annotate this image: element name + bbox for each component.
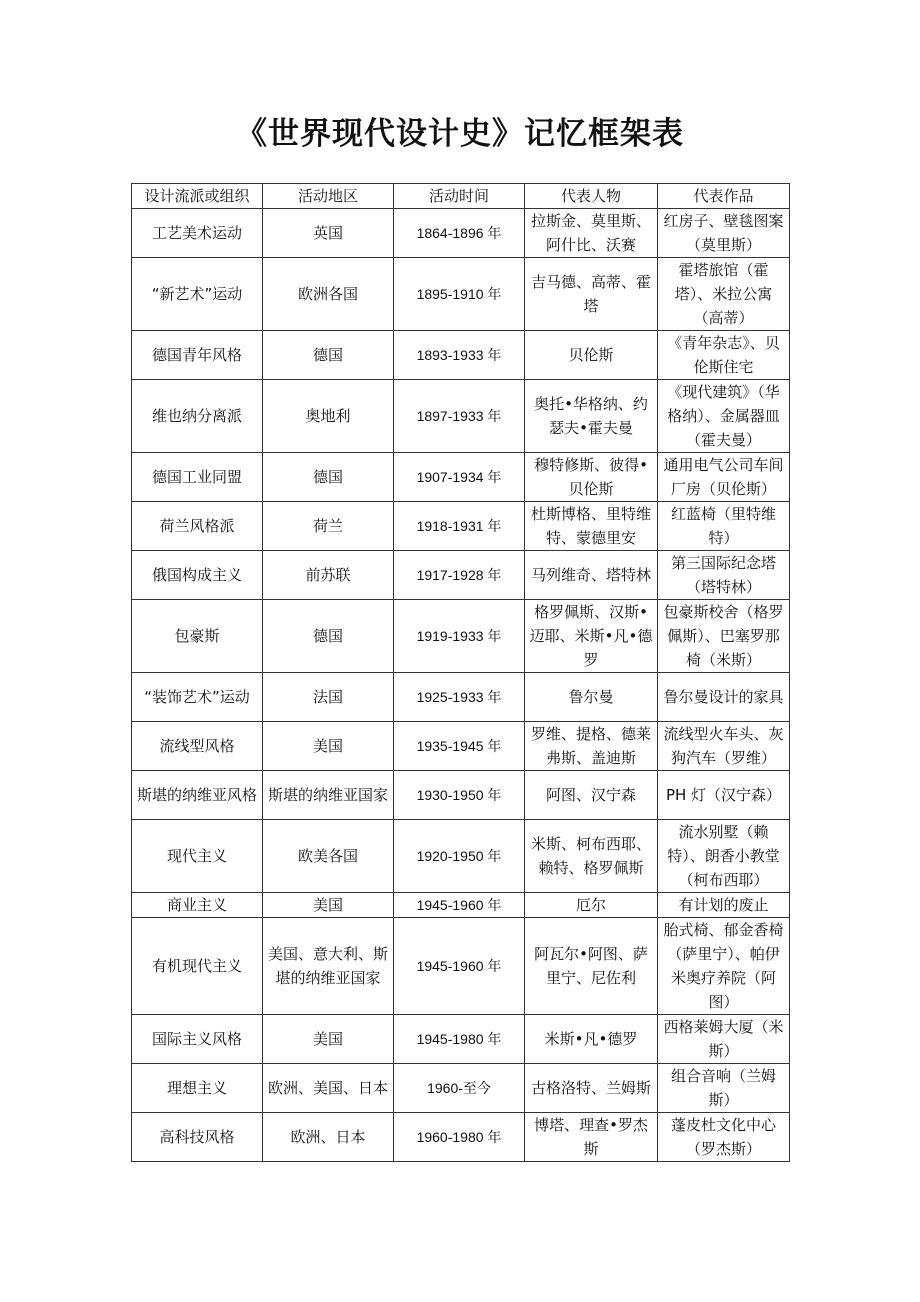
region-cell: 德国: [263, 453, 394, 502]
school-cell: “装饰艺术”运动: [132, 673, 263, 722]
region-cell: 欧洲各国: [263, 258, 394, 331]
table-row: [132, 331, 790, 380]
people-cell: 米斯、柯布西耶、赖特、格罗佩斯: [525, 820, 658, 893]
people-cell: 鲁尔曼: [525, 673, 658, 722]
table-row: [132, 820, 790, 893]
works-cell: 红房子、壁毯图案（莫里斯）: [658, 209, 790, 258]
table-row: [132, 673, 790, 722]
works-cell: 蓬皮杜文化中心（罗杰斯）: [658, 1113, 790, 1162]
school-cell: 理想主义: [132, 1064, 263, 1113]
table-row: [132, 600, 790, 673]
table-row: [132, 918, 790, 1015]
time-cell: 1893-1933 年: [394, 331, 525, 380]
table-row: [132, 1015, 790, 1064]
region-cell: 斯堪的纳维亚国家: [263, 771, 394, 820]
time-cell: 1945-1980 年: [394, 1015, 525, 1064]
school-cell: 包豪斯: [132, 600, 263, 673]
time-cell: 1945-1960 年: [394, 918, 525, 1015]
region-cell: 荷兰: [263, 502, 394, 551]
works-cell: 《现代建筑》（华格纳）、金属器皿（霍夫曼）: [658, 380, 790, 453]
header-works: 代表作品: [658, 184, 790, 209]
header-people: 代表人物: [525, 184, 658, 209]
people-cell: 格罗佩斯、汉斯•迈耶、米斯•凡•德罗: [525, 600, 658, 673]
region-cell: 奥地利: [263, 380, 394, 453]
works-cell: 《青年杂志》、贝伦斯住宅: [658, 331, 790, 380]
people-cell: 贝伦斯: [525, 331, 658, 380]
table-row: [132, 502, 790, 551]
works-cell: 组合音响（兰姆斯）: [658, 1064, 790, 1113]
school-cell: 德国工业同盟: [132, 453, 263, 502]
people-cell: 马列维奇、塔特林: [525, 551, 658, 600]
region-cell: 法国: [263, 673, 394, 722]
table-row: [132, 453, 790, 502]
school-cell: 维也纳分离派: [132, 380, 263, 453]
works-cell: 流线型火车头、灰狗汽车（罗维）: [658, 722, 790, 771]
people-cell: 拉斯金、莫里斯、阿什比、沃赛: [525, 209, 658, 258]
people-cell: 古格洛特、兰姆斯: [525, 1064, 658, 1113]
table-row: [132, 722, 790, 771]
time-cell: 1945-1960 年: [394, 893, 525, 918]
header-row: [132, 184, 790, 209]
people-cell: 博塔、理查•罗杰斯: [525, 1113, 658, 1162]
time-cell: 1895-1910 年: [394, 258, 525, 331]
works-cell: PH 灯（汉宁森）: [658, 771, 790, 820]
school-cell: 高科技风格: [132, 1113, 263, 1162]
school-cell: 有机现代主义: [132, 918, 263, 1015]
header-school: 设计流派或组织: [132, 184, 263, 209]
header-time: 活动时间: [394, 184, 525, 209]
school-cell: 商业主义: [132, 893, 263, 918]
school-cell: 国际主义风格: [132, 1015, 263, 1064]
time-cell: 1864-1896 年: [394, 209, 525, 258]
works-cell: 包豪斯校舍（格罗佩斯）、巴塞罗那椅（米斯）: [658, 600, 790, 673]
people-cell: 阿图、汉宁森: [525, 771, 658, 820]
table-header: [132, 184, 790, 209]
region-cell: 欧洲、美国、日本: [263, 1064, 394, 1113]
works-cell: 流水别墅（赖特）、朗香小教堂（柯布西耶）: [658, 820, 790, 893]
time-cell: 1897-1933 年: [394, 380, 525, 453]
table-body: [132, 209, 790, 1162]
people-cell: 厄尔: [525, 893, 658, 918]
people-cell: 吉马德、高蒂、霍塔: [525, 258, 658, 331]
people-cell: 杜斯博格、里特维特、蒙德里安: [525, 502, 658, 551]
works-cell: 胎式椅、郁金香椅（萨里宁）、帕伊米奥疗养院（阿图）: [658, 918, 790, 1015]
people-cell: 奥托•华格纳、约瑟夫•霍夫曼: [525, 380, 658, 453]
people-cell: 米斯•凡•德罗: [525, 1015, 658, 1064]
school-cell: 荷兰风格派: [132, 502, 263, 551]
school-cell: 工艺美术运动: [132, 209, 263, 258]
works-cell: 鲁尔曼设计的家具: [658, 673, 790, 722]
table-row: [132, 1064, 790, 1113]
people-cell: 罗维、提格、德莱弗斯、盖迪斯: [525, 722, 658, 771]
time-cell: 1960-至今: [394, 1064, 525, 1113]
works-cell: 霍塔旅馆（霍塔）、米拉公寓（高蒂）: [658, 258, 790, 331]
time-cell: 1920-1950 年: [394, 820, 525, 893]
region-cell: 美国: [263, 1015, 394, 1064]
time-cell: 1917-1928 年: [394, 551, 525, 600]
time-cell: 1930-1950 年: [394, 771, 525, 820]
region-cell: 前苏联: [263, 551, 394, 600]
page-title: 《世界现代设计史》记忆框架表: [236, 116, 684, 152]
region-cell: 欧洲、日本: [263, 1113, 394, 1162]
school-cell: 流线型风格: [132, 722, 263, 771]
works-cell: 有计划的废止: [658, 893, 790, 918]
school-cell: 斯堪的纳维亚风格: [132, 771, 263, 820]
school-cell: “新艺术”运动: [132, 258, 263, 331]
region-cell: 英国: [263, 209, 394, 258]
works-cell: 西格莱姆大厦（米斯）: [658, 1015, 790, 1064]
school-cell: 现代主义: [132, 820, 263, 893]
time-cell: 1907-1934 年: [394, 453, 525, 502]
people-cell: 阿瓦尔•阿图、萨里宁、尼佐利: [525, 918, 658, 1015]
region-cell: 欧美各国: [263, 820, 394, 893]
region-cell: 美国: [263, 893, 394, 918]
school-cell: 俄国构成主义: [132, 551, 263, 600]
school-cell: 德国青年风格: [132, 331, 263, 380]
header-region: 活动地区: [263, 184, 394, 209]
people-cell: 穆特修斯、彼得•贝伦斯: [525, 453, 658, 502]
table-row: [132, 1113, 790, 1162]
works-cell: 红蓝椅（里特维特）: [658, 502, 790, 551]
time-cell: 1935-1945 年: [394, 722, 525, 771]
design-history-table: [131, 183, 790, 1162]
table-row: [132, 893, 790, 918]
region-cell: 美国: [263, 722, 394, 771]
table-row: [132, 258, 790, 331]
table-row: [132, 551, 790, 600]
region-cell: 德国: [263, 600, 394, 673]
works-cell: 第三国际纪念塔（塔特林）: [658, 551, 790, 600]
region-cell: 美国、意大利、斯堪的纳维亚国家: [263, 918, 394, 1015]
time-cell: 1960-1980 年: [394, 1113, 525, 1162]
time-cell: 1919-1933 年: [394, 600, 525, 673]
time-cell: 1918-1931 年: [394, 502, 525, 551]
table-row: [132, 771, 790, 820]
table-row: [132, 209, 790, 258]
region-cell: 德国: [263, 331, 394, 380]
time-cell: 1925-1933 年: [394, 673, 525, 722]
table-row: [132, 380, 790, 453]
works-cell: 通用电气公司车间厂房（贝伦斯）: [658, 453, 790, 502]
